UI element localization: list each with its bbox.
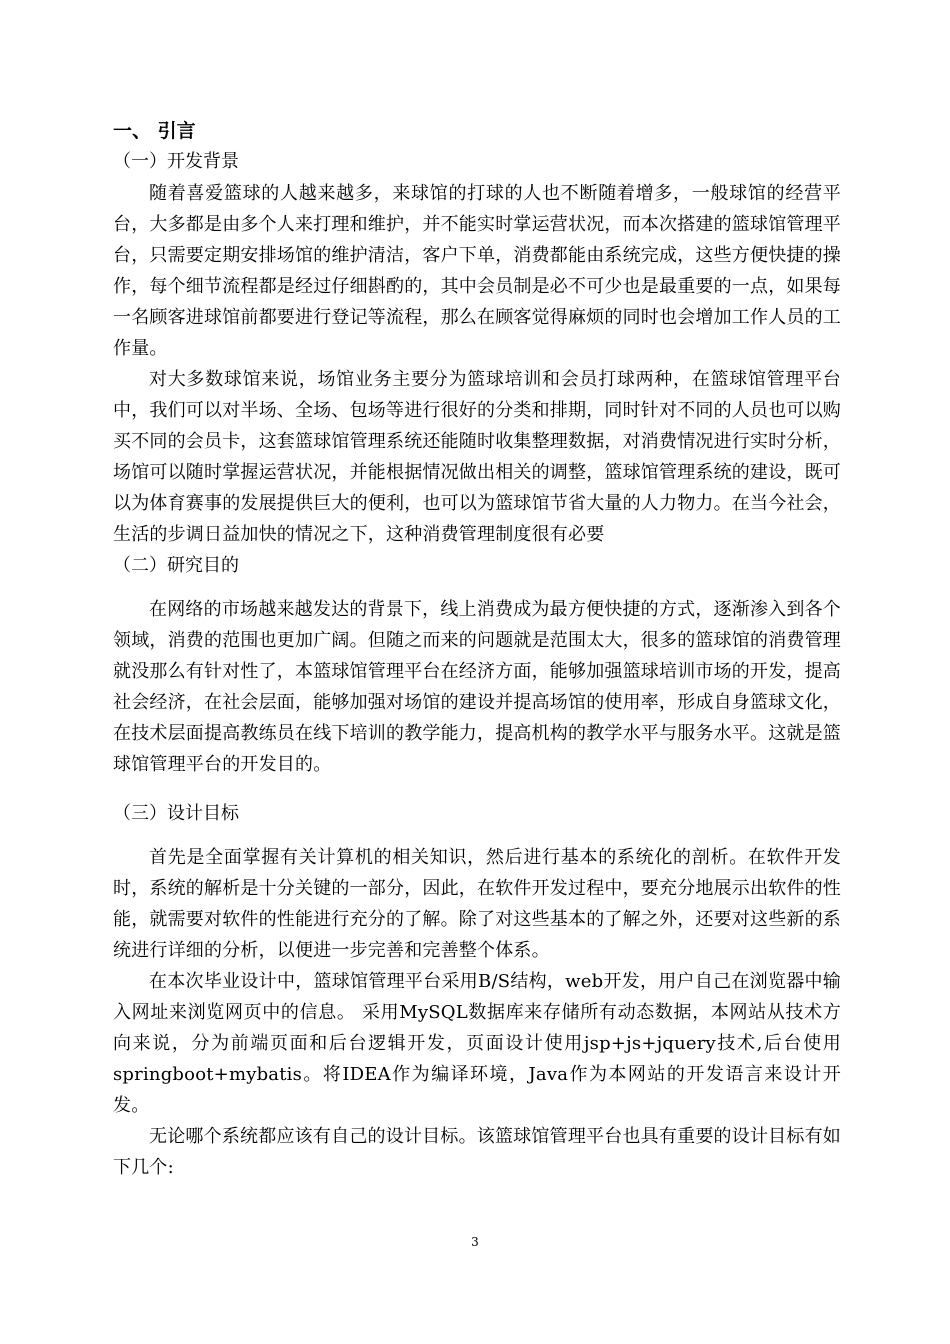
subsection-heading-purpose: （二）研究目的 — [113, 555, 239, 576]
subsection-heading-goal: （三）设计目标 — [113, 803, 239, 824]
paragraph: 在网络的市场越来越发达的背景下，线上消费成为最方便快捷的方式，逐渐渗入到各个领域，消费的范围也更加广阔。但随之而来的问题就是范围太大，很多的篮球馆的消费管理就没那么有针对性了，本篮球馆管理平台在经济方面，能够加强篮球培训市场的开发，提高社会经济，在社会层面，能够加强对场馆的建设并提高场馆的使用率，形成自身篮球文化，在技术层面提高教练员在线下培训的教学能力，提高机构的教学水平与服务水平。这就是篮球馆管理平台的开发目的。 — [113, 599, 841, 775]
paragraph: 无论哪个系统都应该有自己的设计目标。该篮球馆管理平台也具有重要的设计目标有如下几个: — [113, 1126, 841, 1178]
spacer — [113, 582, 841, 594]
spacer — [113, 830, 841, 842]
subsection-heading-background: （一）开发背景 — [113, 151, 239, 172]
paragraph: 首先是全面掌握有关计算机的相关知识，然后进行基本的系统化的剖析。在软件开发时，系统的解析是十分关键的一部分，因此，在软件开发过程中，要充分地展示出软件的性能，就需要对软件的性能进行充分的了解。除了对这些基本的了解之外，还要对这些新的系统进行详细的分析，以便进一步完善和完善整个体系。 — [113, 847, 841, 961]
document-body — [113, 116, 841, 1183]
page-number: 3 — [471, 1235, 479, 1249]
paragraph: 随着喜爱篮球的人越来越多，来球馆的打球的人也不断随着增多，一般球馆的经营平台，大多都是由多个人来打理和维护，并不能实时掌运营状况，而本次搭建的篮球馆管理平台，只需要定期安排场馆的维护清洁，客户下单，消费都能由系统完成，这些方便快捷的操作，每个细节流程都是经过仔细斟酌的，其中会员制是必不可少也是最重要的一点，如果每一名顾客进球馆前都要进行登记等流程，那么在顾客觉得麻烦的同时也会增加工作人员的工作量。 — [113, 183, 841, 359]
paragraph: 对大多数球馆来说，场馆业务主要分为篮球培训和会员打球两种，在篮球馆管理平台中，我们可以对半场、全场、包场等进行很好的分类和排期，同时针对不同的人员也可以购买不同的会员卡，这套篮球馆管理系统还能随时收集整理数据，对消费情况进行实时分析，场馆可以随时掌握运营状况，并能根据情况做出相关的调整，篮球馆管理系统的建设，既可以为体育赛事的发展提供巨大的便利，也可以为篮球馆节省大量的人力物力。在当今社会，生活的步调日益加快的情况之下，这种消费管理制度很有必要 — [113, 369, 841, 545]
spacer — [113, 780, 841, 798]
paragraph: 在本次毕业设计中，篮球馆管理平台采用B/S结构，web开发，用户自己在浏览器中输入网址来浏览网页中的信息。 采用MySQL数据库来存储所有动态数据，本网站从技术方向来说，分为前端页面和后台逻辑开发，页面设计使用jsp+js+jquery技术,后台使用springboot+mybatis。将IDEA作为编译环境，Java作为本网站的开发语言来设计开发。 — [113, 971, 841, 1116]
section-heading-introduction: 一、 引言 — [113, 120, 196, 142]
